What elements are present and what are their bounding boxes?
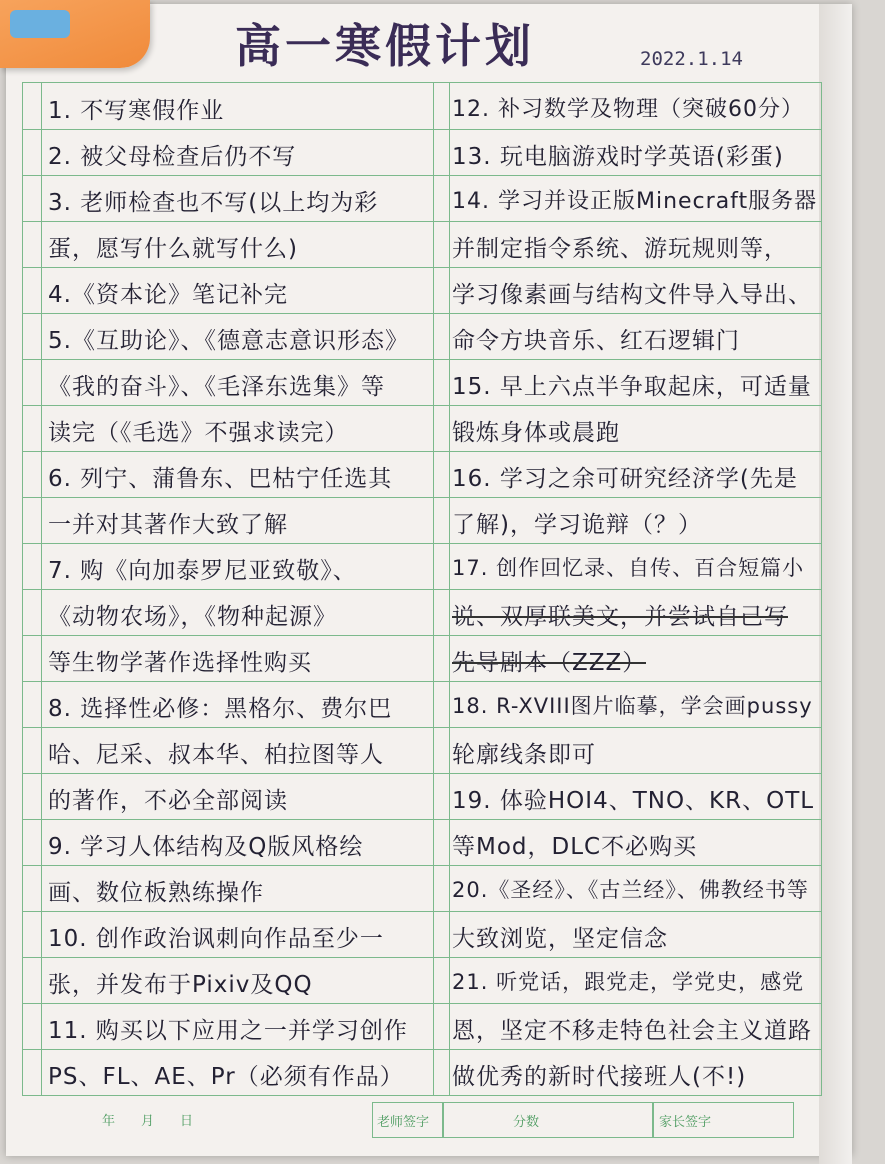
right-plan-line: 13. 玩电脑游戏时学英语(彩蛋) [452,144,784,170]
right-plan-line: 锻炼身体或晨跑 [452,420,620,446]
left-plan-line: 10. 创作政治讽刺向作品至少一 [48,926,384,952]
right-plan-line: 大致浏览，坚定信念 [452,926,668,952]
left-plan-line: 画、数位板熟练操作 [48,880,264,906]
right-plan-line: 18. R-XVIII图片临摹，学会画pussy [452,694,813,718]
grid-row-line [23,773,821,774]
right-plan-line: 恩，坚定不移走特色社会主义道路 [452,1018,812,1044]
left-plan-line: 5.《互助论》、《德意志意识形态》 [48,328,409,354]
grid-row-line [23,313,821,314]
right-plan-line: 轮廓线条即可 [452,742,596,768]
grid-row-line [23,129,821,130]
left-plan-line: 《我的奋斗》、《毛泽东选集》等 [48,374,385,400]
parent-sign-label: 家长签字 [659,1115,712,1130]
paper-edge-shadow [819,4,852,1164]
right-plan-line: 12. 补习数学及物理（突破60分） [452,97,804,122]
grid-row-line [23,405,821,406]
left-plan-line: PS、FL、AE、Pr（必须有作品） [48,1064,404,1090]
grid-row-line [23,221,821,222]
grid-row-line [23,727,821,728]
footer-date-label: 年 月 日 [102,1114,194,1129]
teacher-sign-label: 老师签字 [377,1115,430,1130]
grid-row-line [23,911,821,912]
grid-row-line [23,865,821,866]
grid-row-line [23,497,821,498]
right-plan-line: 命令方块音乐、红石逻辑门 [452,328,740,354]
left-plan-line: 3. 老师检查也不写(以上均为彩 [48,190,379,216]
right-plan-line: 19. 体验HOI4、TNO、KR、OTL [452,788,815,814]
right-plan-line: 15. 早上六点半争取起床，可适量 [452,374,812,400]
grid-row-line [23,175,821,176]
left-plan-line: 6. 列宁、蒲鲁东、巴枯宁任选其 [48,466,393,492]
left-plan-line: 1. 不写寒假作业 [48,98,225,124]
score-box [442,1102,654,1138]
left-plan-line: 哈、尼采、叔本华、柏拉图等人 [48,742,384,768]
grid-row-line [23,957,821,958]
left-plan-line: 9. 学习人体结构及Q版风格绘 [48,834,364,860]
left-plan-line: 8. 选择性必修：黑格尔、费尔巴 [48,696,393,722]
right-plan-line: 了解)，学习诡辩（？） [452,512,702,538]
eraser-label [10,10,70,38]
left-plan-line: 11. 购买以下应用之一并学习创作 [48,1018,408,1044]
grid-row-line [23,451,821,452]
form-footer [22,1098,820,1144]
right-plan-line: 14. 学习并设正版Minecraft服务器 [452,189,818,214]
teacher-sign-box [372,1102,444,1138]
right-plan-line: 20.《圣经》、《古兰经》、佛教经书等 [452,878,809,902]
left-plan-line: 4.《资本论》笔记补完 [48,282,288,308]
right-plan-line: 学习像素画与结构文件导入导出、 [452,282,812,308]
left-plan-line: 蛋，愿写什么就写什么) [48,236,298,262]
date-text: 2022.1.14 [640,48,743,70]
grid-row-line [23,819,821,820]
grid-row-line [23,1049,821,1050]
right-plan-line: 16. 学习之余可研究经济学(先是 [452,466,798,492]
grid-row-line [23,267,821,268]
left-plan-line: 的著作，不必全部阅读 [48,788,288,814]
left-plan-line: 《动物农场》，《物种起源》 [48,604,337,630]
right-plan-line: 说、双厚联美文，并尝试自己写 [452,604,788,630]
score-label: 分数 [513,1115,540,1130]
left-plan-line: 一并对其著作大致了解 [48,512,288,538]
grid-row-line [23,359,821,360]
right-plan-line: 先导剧本（ZZZ） [452,650,647,676]
left-plan-line: 等生物学著作选择性购买 [48,650,312,676]
right-plan-line: 17. 创作回忆录、自传、百合短篇小 [452,556,805,580]
grid-row-line [23,635,821,636]
right-plan-line: 并制定指令系统、游玩规则等， [452,236,788,262]
right-plan-line: 21. 听党话，跟党走，学党史，感党 [452,970,805,994]
left-plan-line: 2. 被父母检查后仍不写 [48,144,297,170]
grid-row-line [23,681,821,682]
right-plan-line: 等Mod，DLC不必购买 [452,834,698,860]
left-plan-line: 7. 购《向加泰罗尼亚致敬》、 [48,558,357,584]
grid-row-line [23,589,821,590]
left-plan-line: 读完（《毛选》不强求读完） [48,420,349,446]
left-plan-line: 张，并发布于Pixiv及QQ [48,972,313,998]
parent-sign-box [652,1102,794,1138]
page-title: 高一寒假计划 [235,19,535,73]
grid-row-line [23,1003,821,1004]
eraser-object [0,0,150,68]
right-plan-line: 做优秀的新时代接班人(不!) [452,1064,747,1090]
grid-row-line [23,543,821,544]
